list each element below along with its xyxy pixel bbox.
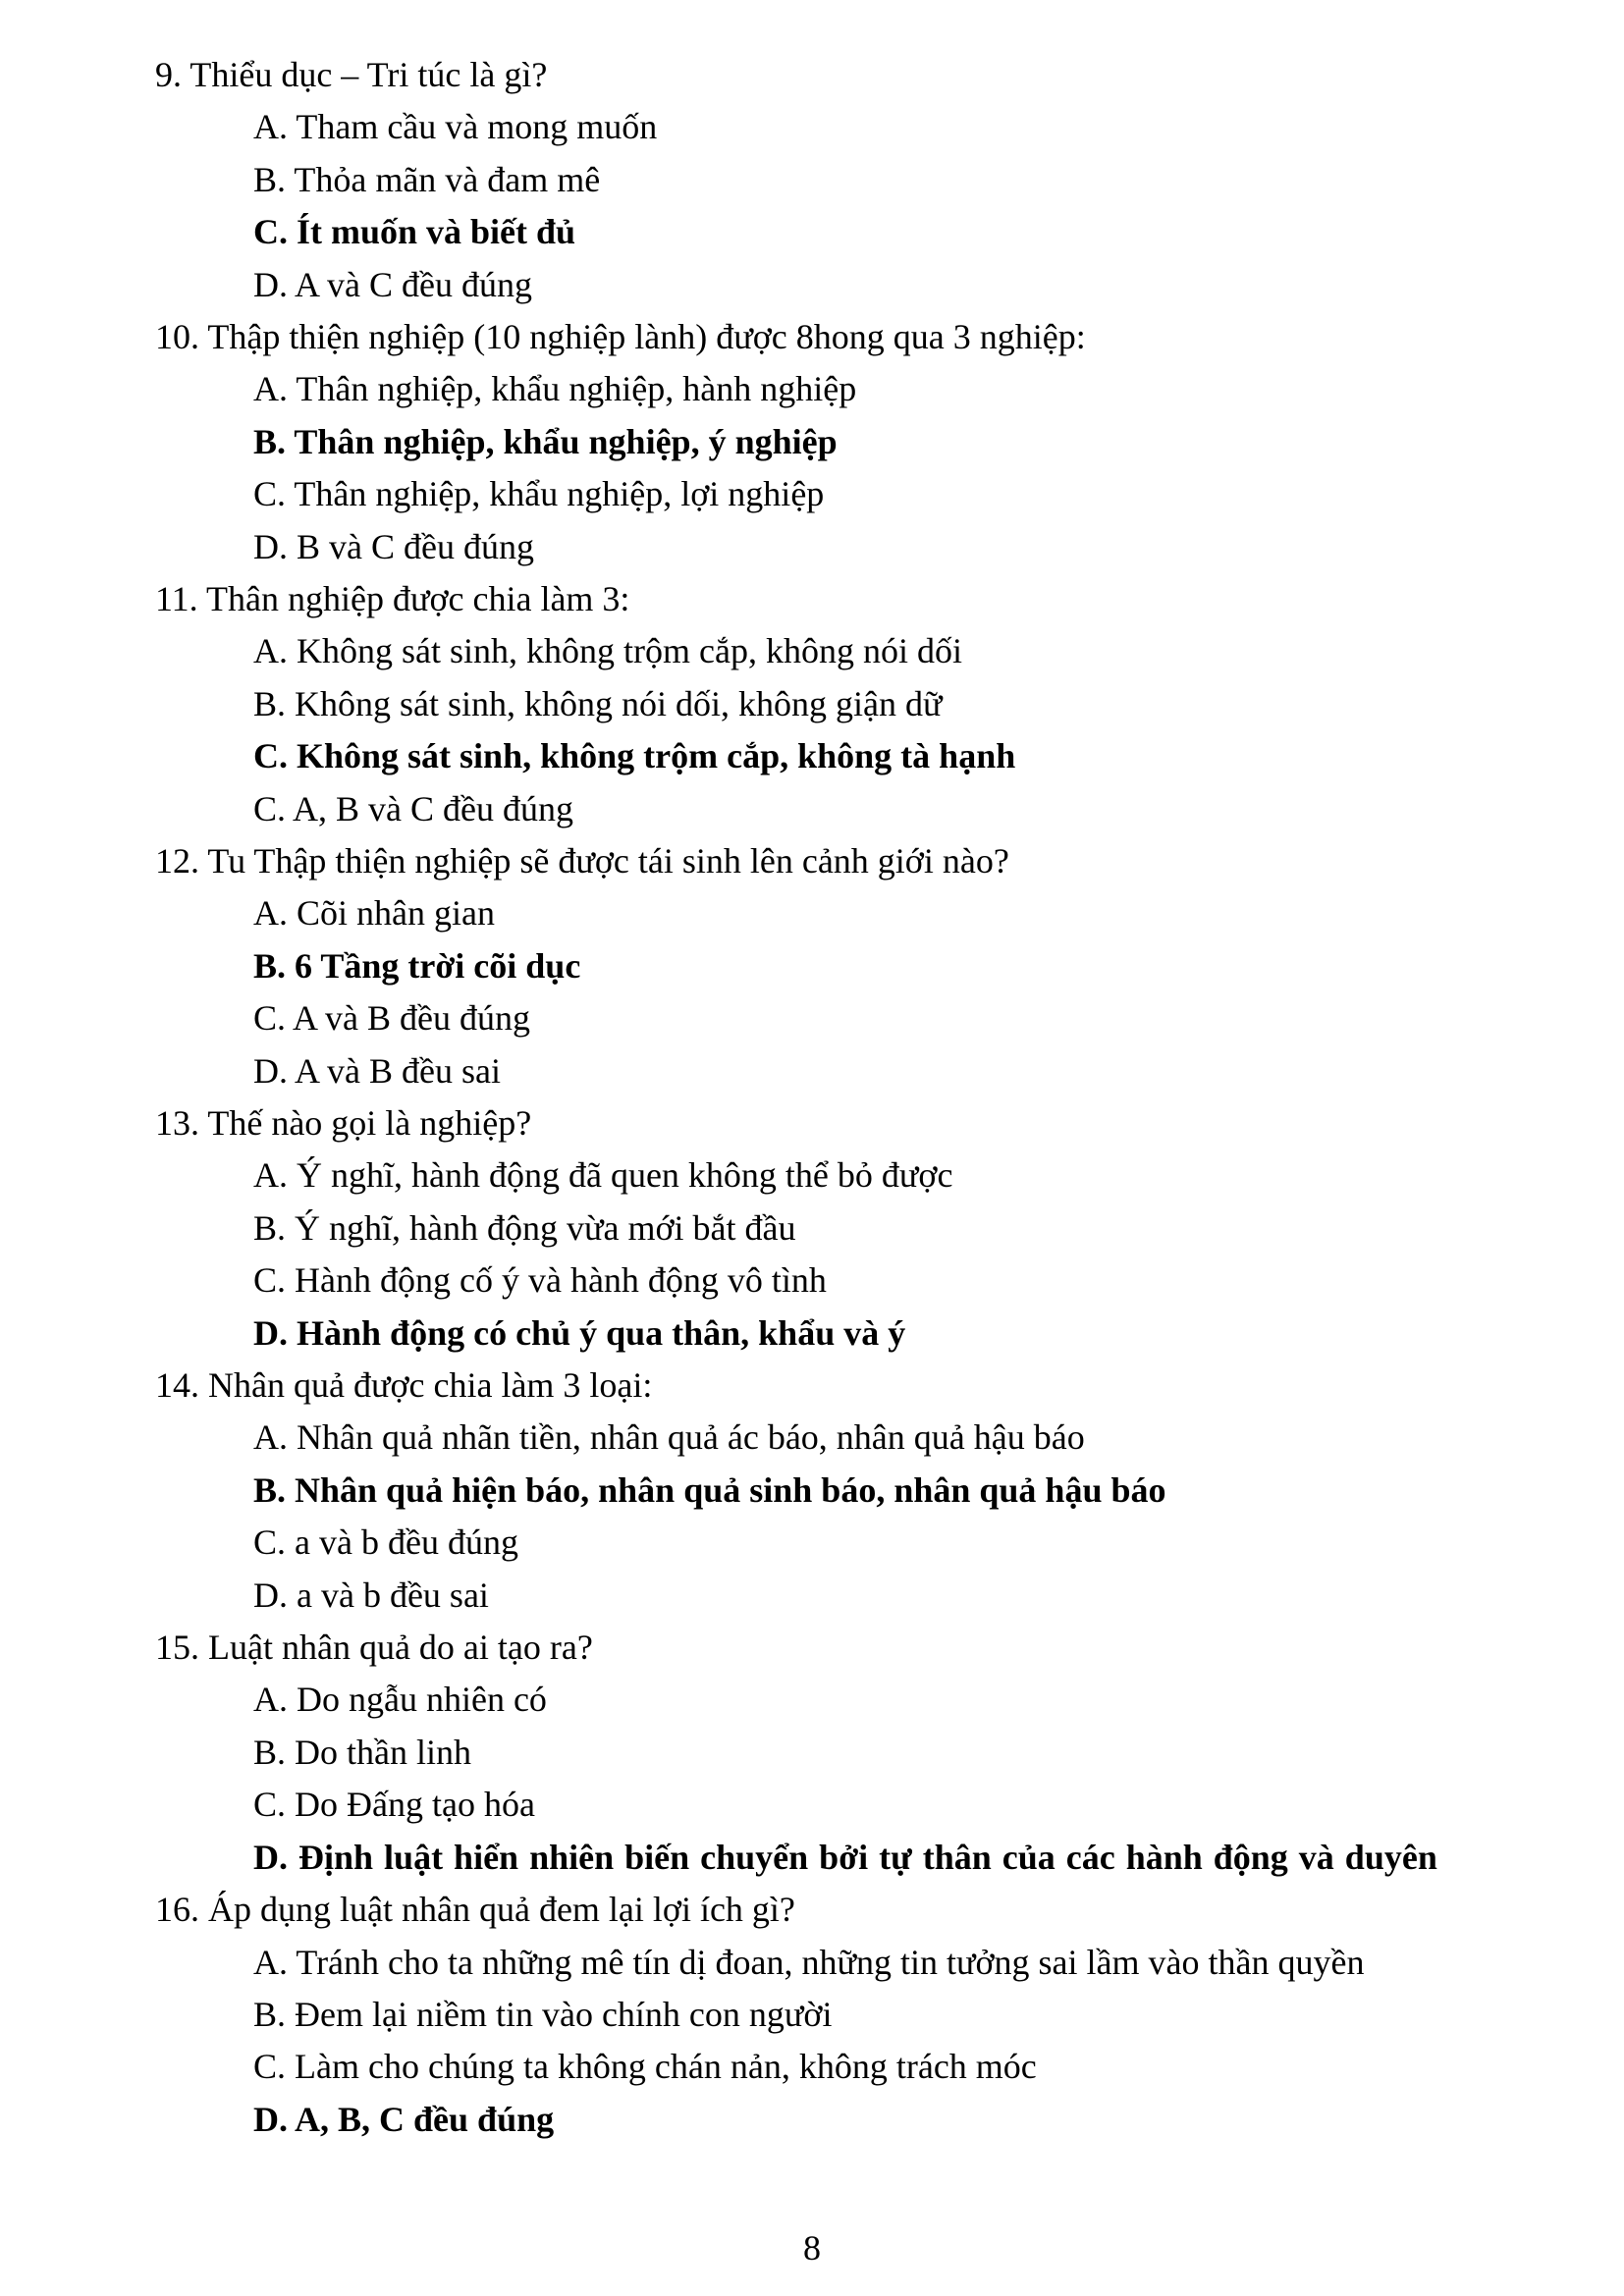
answer-option: A. Ý nghĩ, hành động đã quen không thể bỏ được: [253, 1155, 953, 1196]
question-text: 15. Luật nhân quả do ai tạo ra?: [155, 1628, 593, 1668]
answer-option-correct: D. A, B, C đều đúng: [253, 2099, 555, 2139]
question-list: [155, 49, 1471, 2146]
answer-option: A. Nhân quả nhãn tiền, nhân quả ác báo, nhân quả hậu báo: [253, 1417, 1085, 1458]
question-block: [155, 573, 1471, 835]
answer-option: A. Không sát sinh, không trộm cắp, không nói dối: [253, 631, 962, 671]
answer-option-correct: B. Thân nghiệp, khẩu nghiệp, ý nghiệp: [253, 421, 838, 461]
answer-option: D. A và B đều sai: [253, 1050, 501, 1091]
answer-option: C. a và b đều đúng: [253, 1522, 518, 1563]
question-text: 16. Áp dụng luật nhân quả đem lại lợi ích gì?: [155, 1890, 795, 1930]
answer-option-correct: D. Hành động có chủ ý qua thân, khẩu và ý: [253, 1312, 906, 1353]
answer-option: B. Do thần linh: [253, 1732, 471, 1772]
answer-option: A. Tham cầu và mong muốn: [253, 107, 658, 147]
answer-option: C. Do Đấng tạo hóa: [253, 1785, 535, 1825]
answer-option-correct: B. 6 Tầng trời cõi dục: [253, 945, 581, 986]
question-text: 14. Nhân quả được chia làm 3 loại:: [155, 1365, 653, 1406]
question-text: 10. Thập thiện nghiệp (10 nghiệp lành) được 8hong qua 3 nghiệp:: [155, 317, 1086, 357]
question-text: 13. Thế nào gọi là nghiệp?: [155, 1103, 532, 1144]
answer-option: B. Đem lại niềm tin vào chính con người: [253, 1994, 833, 2034]
question-block: [155, 1360, 1471, 1622]
answer-option: C. Thân nghiệp, khẩu nghiệp, lợi nghiệp: [253, 474, 825, 514]
question-block: [155, 835, 1471, 1097]
answer-option-correct: C. Không sát sinh, không trộm cắp, không tà hạnh: [253, 736, 1016, 776]
answer-option: B. Ý nghĩ, hành động vừa mới bắt đầu: [253, 1207, 796, 1248]
question-text: 9. Thiểu dục – Tri túc là gì?: [155, 55, 548, 94]
page-number: 8: [803, 2228, 821, 2268]
answer-option-correct: C. Ít muốn và biết đủ: [253, 212, 576, 252]
answer-option: B. Thỏa mãn và đam mê: [253, 159, 601, 199]
question-text: 11. Thân nghiệp được chia làm 3:: [155, 579, 630, 619]
question-block: [155, 49, 1471, 311]
answer-option: C. Hành động cố ý và hành động vô tình: [253, 1260, 827, 1301]
answer-option: B. Không sát sinh, không nói dối, không giận dữ: [253, 683, 943, 723]
question-block: [155, 1622, 1471, 1884]
answer-option: D. a và b đều sai: [253, 1575, 489, 1615]
answer-option: C. A, B và C đều đúng: [253, 788, 574, 828]
answer-option: A. Do ngẫu nhiên có: [253, 1680, 547, 1720]
question-block: [155, 1884, 1471, 2146]
answer-option: D. A và C đều đúng: [253, 264, 532, 304]
question-block: [155, 1097, 1471, 1360]
answer-option: C. A và B đều đúng: [253, 998, 531, 1039]
question-block: [155, 311, 1471, 573]
answer-option: A. Cõi nhân gian: [253, 893, 495, 934]
question-text: 12. Tu Thập thiện nghiệp sẽ được tái sinh lên cảnh giới nào?: [155, 841, 1009, 881]
answer-option: D. B và C đều đúng: [253, 526, 534, 566]
answer-option: A. Tránh cho ta những mê tín dị đoan, những tin tưởng sai lầm vào thần quyền: [253, 1942, 1365, 1982]
answer-option-correct: B. Nhân quả hiện báo, nhân quả sinh báo, nhân quả hậu báo: [253, 1469, 1166, 1510]
answer-option-correct: D. Định luật hiển nhiên biến chuyển bởi tự thân của các hành động và duyên: [253, 1837, 1437, 1877]
answer-option: A. Thân nghiệp, khẩu nghiệp, hành nghiệp: [253, 369, 857, 409]
answer-option: C. Làm cho chúng ta không chán nản, không trách móc: [253, 2047, 1037, 2087]
